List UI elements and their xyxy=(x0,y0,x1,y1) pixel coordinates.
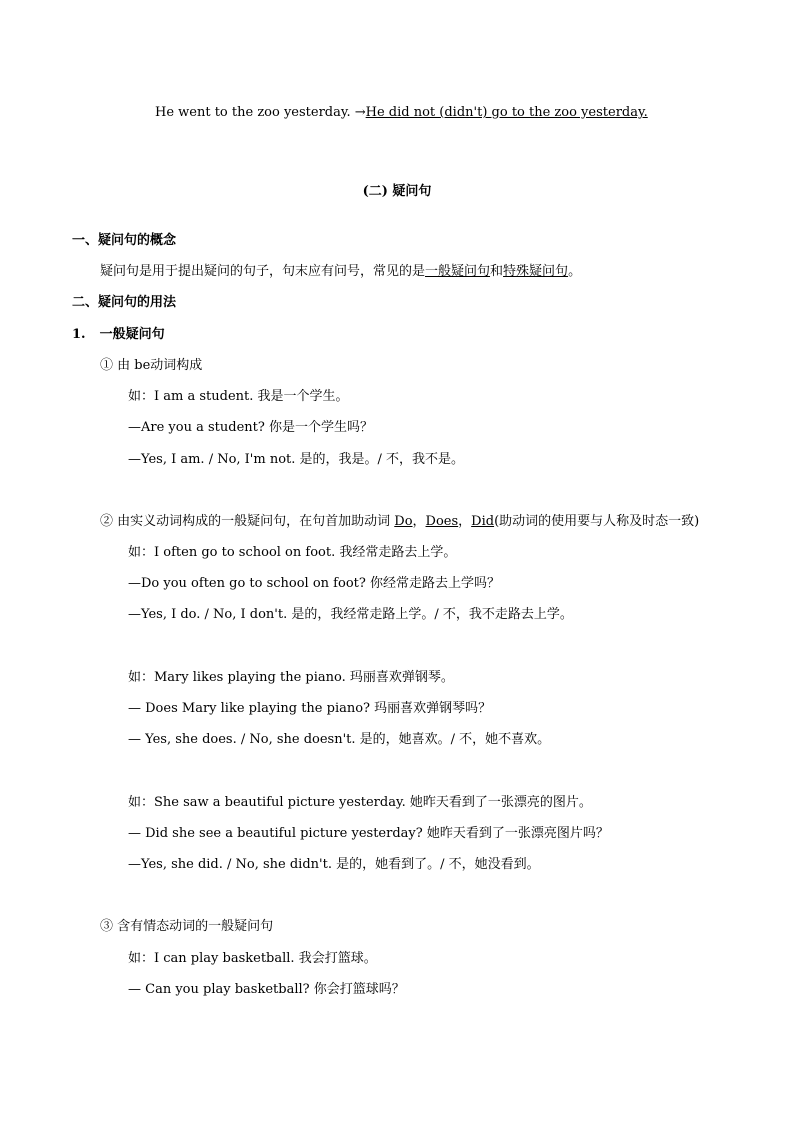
example-1-answer: —Yes, I do. / No, I don't. 是的，我经常走路上学。/ 不，我不走路去上学。 xyxy=(128,607,573,622)
concept-term-general: 一般疑问句 xyxy=(425,264,491,279)
point-2-title xyxy=(100,513,699,531)
heading-number: 1. xyxy=(72,327,86,342)
heading-general-question xyxy=(72,326,165,344)
heading-usage: 二、疑问句的用法 xyxy=(72,295,177,310)
example-2-question: — Does Mary like playing the piano? 玛丽喜欢弹钢琴吗？ xyxy=(128,701,492,716)
intro-sentence: He went to the zoo yesterday. → xyxy=(155,105,366,120)
point-1-question: —Are you a student? 你是一个学生吗？ xyxy=(128,420,373,435)
heading-concept: 一、疑问句的概念 xyxy=(72,233,177,248)
concept-text-c: 。 xyxy=(568,264,582,279)
section-title: (二) 疑问句 xyxy=(362,184,432,199)
separator: ， xyxy=(458,514,472,529)
point-1-example: 如：I am a student. 我是一个学生。 xyxy=(128,389,349,404)
heading-text: 一般疑问句 xyxy=(99,327,165,342)
point-2-title-text: ② 由实义动词构成的一般疑问句，在句首加助动词 xyxy=(100,514,395,529)
example-3-statement: 如：She saw a beautiful picture yesterday. 她昨天看到了一张漂亮的图片。 xyxy=(128,795,592,810)
point-3-title: ③ 含有情态动词的一般疑问句 xyxy=(100,919,274,934)
concept-paragraph xyxy=(100,263,581,281)
example-2-answer: — Yes, she does. / No, she doesn't. 是的，她喜欢。/ 不，她不喜欢。 xyxy=(128,732,551,747)
aux-does: Does xyxy=(425,514,459,529)
concept-term-special: 特殊疑问句 xyxy=(503,264,569,279)
example-1-question: —Do you often go to school on foot? 你经常走路去上学吗？ xyxy=(128,576,500,591)
point-1-answer: —Yes, I am. / No, I'm not. 是的，我是。/ 不，我不是。 xyxy=(128,452,465,467)
concept-text-b: 和 xyxy=(490,264,504,279)
point-3-question: — Can you play basketball? 你会打篮球吗？ xyxy=(128,982,405,997)
aux-did: Did xyxy=(471,514,495,529)
example-1-statement: 如：I often go to school on foot. 我经常走路去上学。 xyxy=(128,545,457,560)
example-2-statement: 如：Mary likes playing the piano. 玛丽喜欢弹钢琴。 xyxy=(128,670,454,685)
concept-text-a: 疑问句是用于提出疑问的句子，句末应有问号，常见的是 xyxy=(100,264,426,279)
point-3-example: 如：I can play basketball. 我会打篮球。 xyxy=(128,951,377,966)
aux-do: Do xyxy=(394,514,413,529)
example-3-question: — Did she see a beautiful picture yesterday? 她昨天看到了一张漂亮图片吗？ xyxy=(128,826,609,841)
point-1-title: ① 由 be动词构成 xyxy=(100,358,203,373)
intro-line xyxy=(155,104,648,122)
separator: ， xyxy=(412,514,426,529)
example-3-answer: —Yes, she did. / No, she didn't. 是的，她看到了。/ 不，她没看到。 xyxy=(128,857,540,872)
point-2-title-note: (助动词的使用要与人称及时态一致) xyxy=(494,514,700,529)
intro-negative: He did not (didn't) go to the zoo yesterday. xyxy=(365,105,648,120)
